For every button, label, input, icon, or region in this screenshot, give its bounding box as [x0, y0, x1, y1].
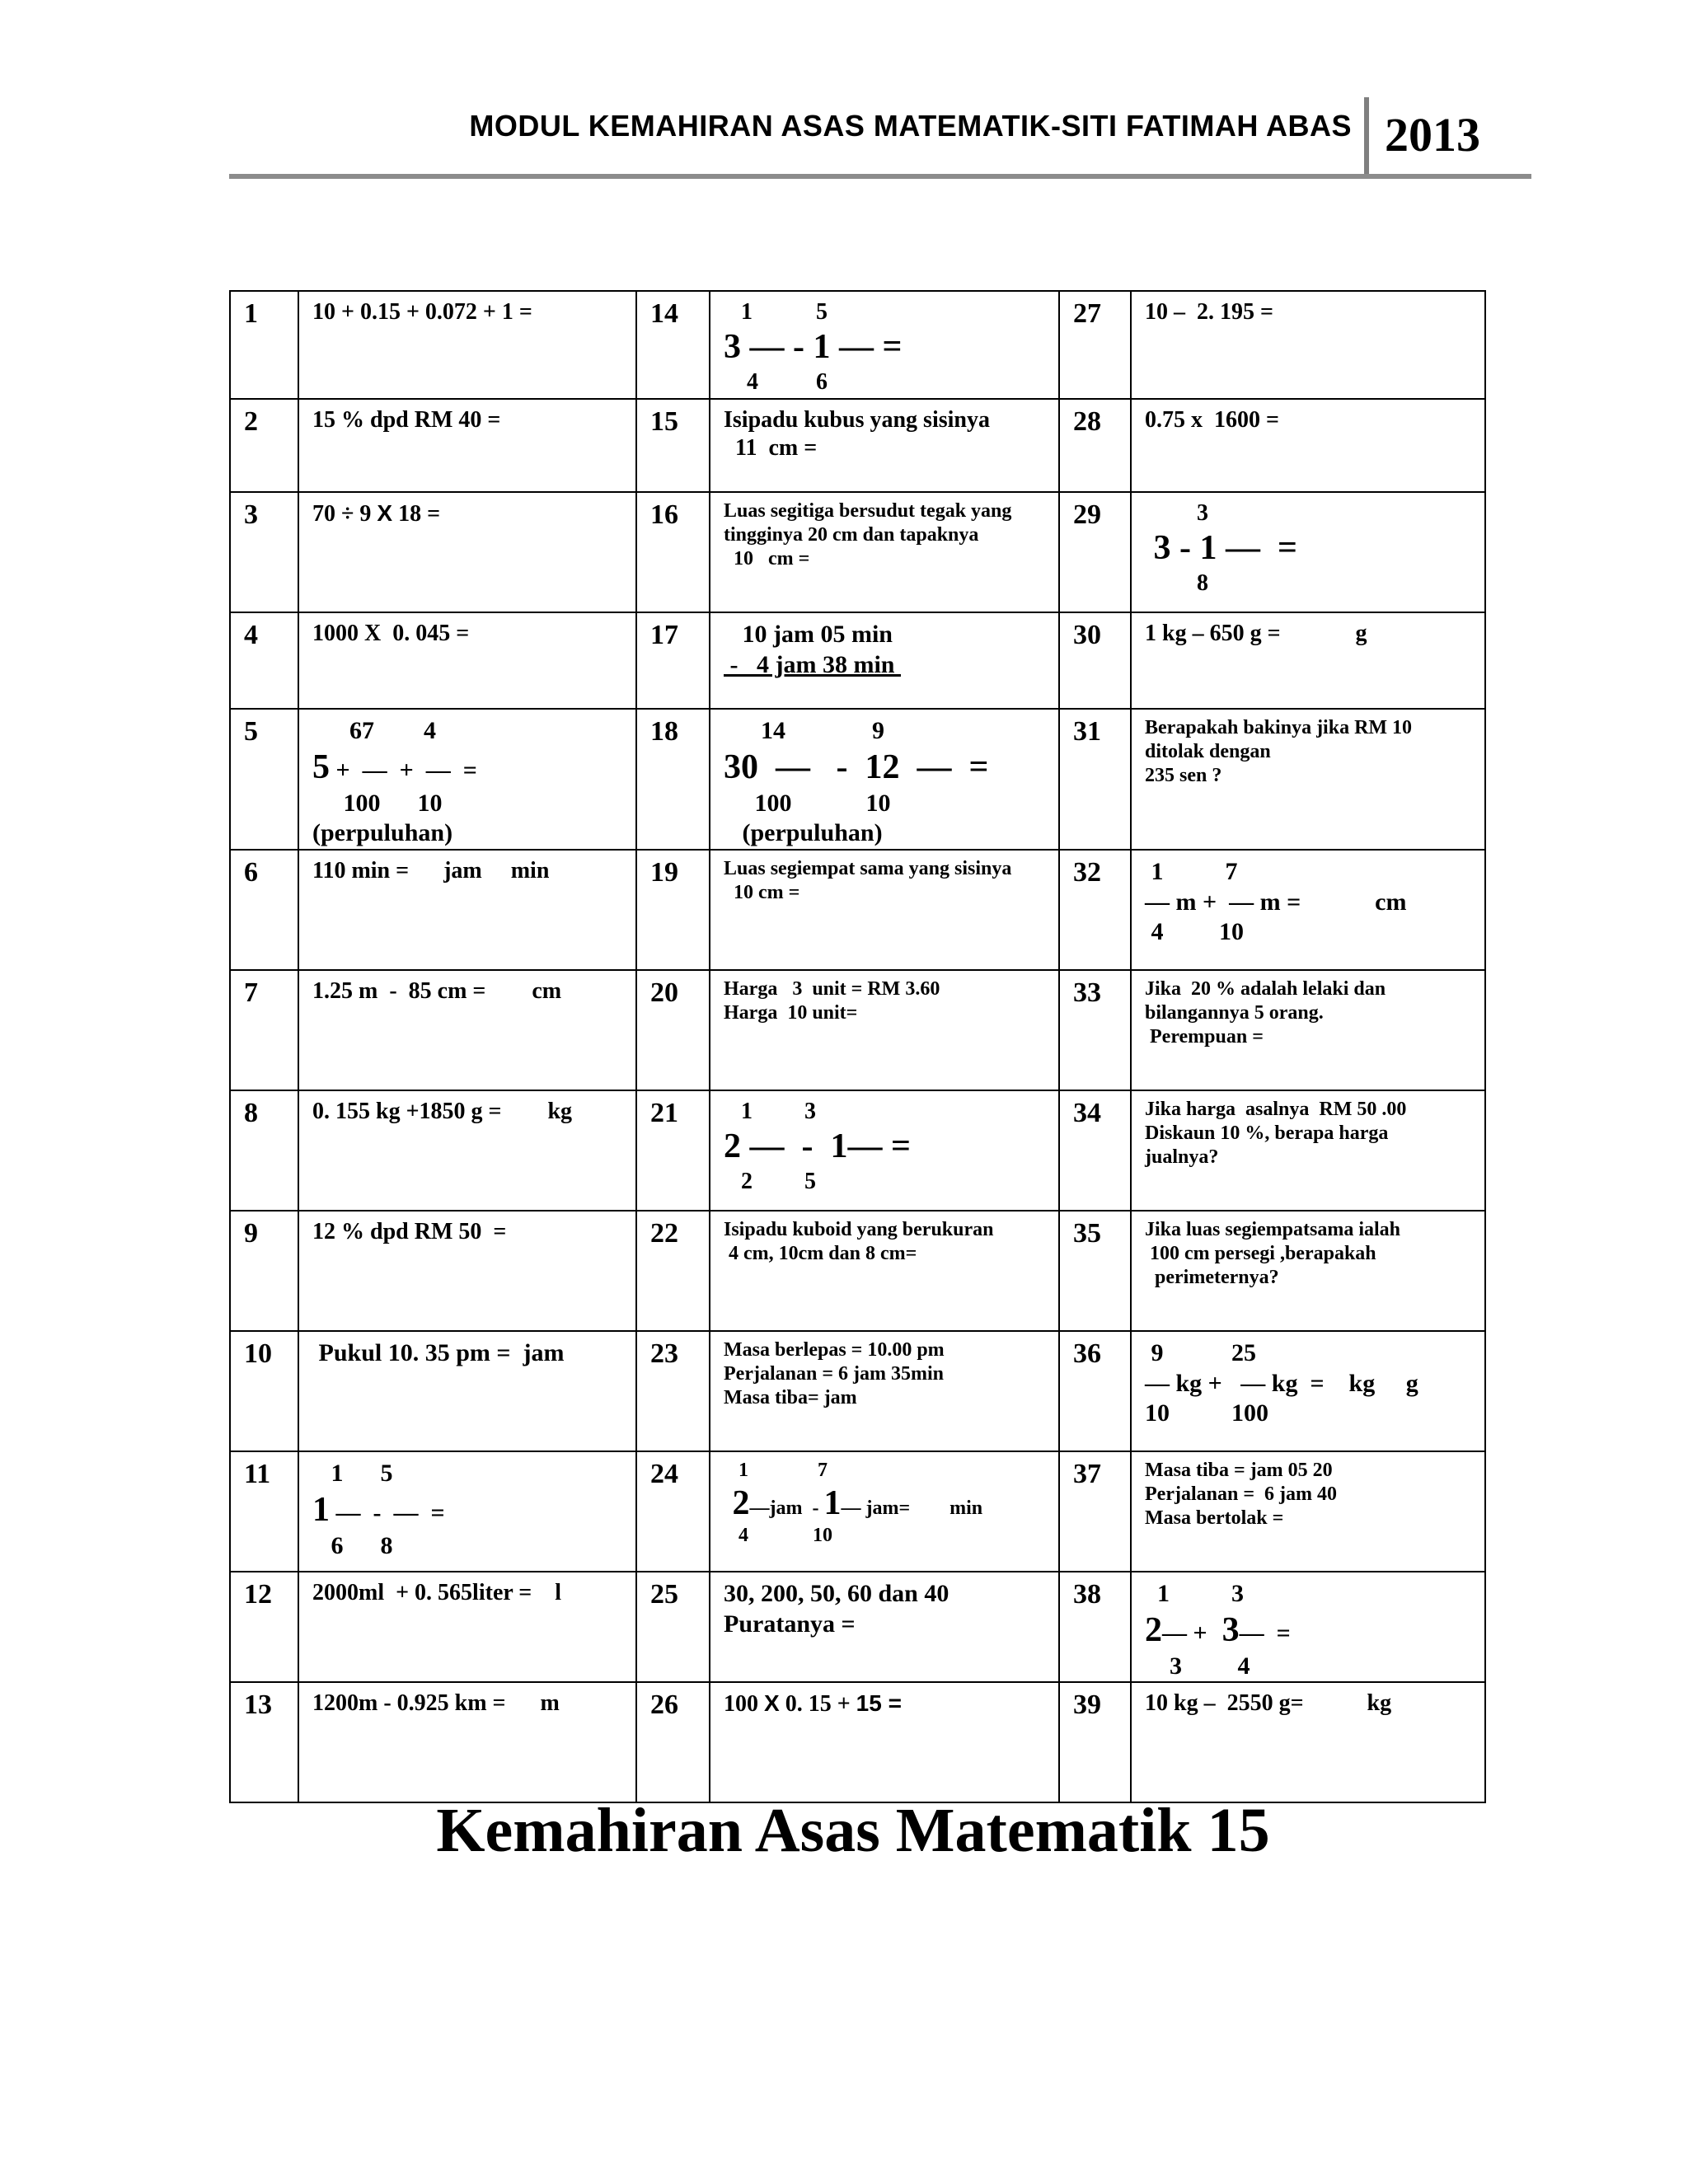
question-number: 15	[636, 399, 710, 492]
question-text	[298, 1451, 636, 1572]
question-number: 36	[1059, 1331, 1131, 1451]
question-part: 18 =	[392, 501, 441, 527]
question-number: 39	[1059, 1682, 1131, 1802]
question-text	[710, 612, 1059, 709]
question-line: Perempuan =	[1145, 1025, 1264, 1047]
question-number: 25	[636, 1572, 710, 1682]
question-number: 6	[230, 850, 298, 970]
question-line: 12 % dpd RM 50 =	[312, 1219, 507, 1245]
fraction-operators: — jam= min	[841, 1497, 983, 1519]
fraction-operators: — - — =	[330, 1498, 445, 1526]
question-number: 13	[230, 1682, 298, 1802]
question-number: 1	[230, 291, 298, 399]
question-number: 14	[636, 291, 710, 399]
question-text	[1131, 1331, 1485, 1451]
question-text	[298, 1211, 636, 1331]
question-text	[1131, 399, 1485, 492]
fraction-numerators: 1 7	[1145, 858, 1238, 886]
question-text	[298, 970, 636, 1090]
question-number: 29	[1059, 492, 1131, 612]
question-number: 31	[1059, 709, 1131, 850]
question-number: 7	[230, 970, 298, 1090]
whole-number: 5	[312, 748, 330, 786]
table-row	[230, 492, 1485, 612]
question-line: perimeternya?	[1145, 1266, 1279, 1288]
question-line: Isipadu kubus yang sisinya	[724, 407, 990, 433]
question-text	[298, 709, 636, 850]
question-text	[710, 1211, 1059, 1331]
question-line: 1200m - 0.925 km = m	[312, 1690, 560, 1717]
question-number: 5	[230, 709, 298, 850]
fraction-denominators: 4 10	[724, 1525, 832, 1547]
question-line: Masa berlepas = 10.00 pm	[724, 1339, 945, 1361]
fraction-expression	[312, 747, 627, 789]
question-number: 28	[1059, 399, 1131, 492]
fraction-denominators: 8	[1145, 570, 1208, 597]
fraction-expression: — m + — m = cm	[1145, 888, 1407, 916]
question-part: 70 ÷ 9	[312, 501, 377, 527]
question-text	[710, 1682, 1059, 1802]
fraction-numerators: 1 5	[312, 1460, 393, 1488]
question-line: 0. 155 kg +1850 g = kg	[312, 1099, 573, 1125]
header-rule	[229, 174, 1531, 179]
fraction-denominators: 100 10	[312, 789, 443, 817]
fraction-operators: — +	[1162, 1619, 1214, 1647]
question-line: 1 kg – 650 g = g	[1145, 621, 1367, 646]
question-note: (perpuluhan)	[724, 819, 883, 847]
question-line: Jika harga asalnya RM 50 .00	[1145, 1099, 1407, 1121]
question-line: Berapakah bakinya jika RM 10	[1145, 717, 1413, 738]
question-line: 10 – 2. 195 =	[1145, 299, 1273, 325]
question-text	[710, 399, 1059, 492]
question-line: Perjalanan = 6 jam 40	[1145, 1483, 1337, 1505]
page-footer-title: Kemahiran Asas Matematik 15	[436, 1796, 1270, 1865]
question-part: 15 =	[856, 1690, 902, 1717]
question-line: Puratanya =	[724, 1610, 856, 1638]
table-row	[230, 1572, 1485, 1682]
question-line: 0.75 x 1600 =	[1145, 407, 1279, 433]
table-row	[230, 1451, 1485, 1572]
table-row	[230, 1682, 1485, 1802]
question-text	[1131, 1682, 1485, 1802]
question-text	[298, 492, 636, 612]
fraction-numerators: 1 5	[724, 299, 828, 325]
question-text	[298, 850, 636, 970]
whole-number: 3	[1213, 1610, 1240, 1649]
question-part: 0. 15 +	[779, 1691, 856, 1718]
question-line: jualnya?	[1145, 1146, 1219, 1168]
question-number: 21	[636, 1090, 710, 1211]
question-text	[710, 291, 1059, 399]
question-number: 35	[1059, 1211, 1131, 1331]
fraction-expression	[724, 1483, 1050, 1524]
question-number: 11	[230, 1451, 298, 1572]
question-number: 19	[636, 850, 710, 970]
header-divider	[1364, 97, 1369, 176]
question-line: Perjalanan = 6 jam 35min	[724, 1362, 944, 1385]
question-line: 235 sen ?	[1145, 764, 1222, 786]
fraction-denominators: 3 4	[1145, 1652, 1250, 1680]
question-text	[1131, 291, 1485, 399]
question-line: Isipadu kuboid yang berukuran	[724, 1219, 994, 1241]
question-line: 10 jam 05 min	[724, 621, 893, 648]
question-line: Jika 20 % adalah lelaki dan	[1145, 978, 1386, 1001]
question-number: 30	[1059, 612, 1131, 709]
fraction-operators: — =	[1239, 1619, 1291, 1647]
question-text	[298, 1682, 636, 1802]
question-line: 4 cm, 10cm dan 8 cm=	[724, 1242, 917, 1264]
question-number: 10	[230, 1331, 298, 1451]
question-text	[710, 709, 1059, 850]
multiply-sign: X	[377, 500, 393, 526]
question-line: 1.25 m - 85 cm = cm	[312, 978, 562, 1005]
question-line: ditolak dengan	[1145, 740, 1271, 762]
fraction-expression	[312, 1489, 627, 1531]
table-row	[230, 291, 1485, 399]
fraction-denominators: 6 8	[312, 1531, 393, 1559]
question-text	[298, 612, 636, 709]
question-number: 24	[636, 1451, 710, 1572]
table-row	[230, 1211, 1485, 1331]
question-number: 37	[1059, 1451, 1131, 1572]
question-number: 17	[636, 612, 710, 709]
question-number: 32	[1059, 850, 1131, 970]
question-line: 10 + 0.15 + 0.072 + 1 =	[312, 299, 532, 325]
question-part: 100	[724, 1691, 764, 1718]
question-number: 33	[1059, 970, 1131, 1090]
fraction-numerators: 1 3	[724, 1099, 816, 1125]
question-text	[1131, 1090, 1485, 1211]
header-year: 2013	[1385, 108, 1480, 162]
question-line: 2000ml + 0. 565liter = l	[312, 1580, 562, 1606]
question-line: Jika luas segiempatsama ialah	[1145, 1219, 1401, 1241]
fraction-denominators: 4 6	[724, 369, 828, 396]
question-text	[298, 399, 636, 492]
fraction-expression: 3 — - 1 — =	[724, 328, 903, 367]
fraction-expression: — kg + — kg = kg g	[1145, 1369, 1418, 1397]
question-grid	[229, 290, 1486, 1803]
question-line: Harga 3 unit = RM 3.60	[724, 978, 940, 1001]
question-text	[298, 1090, 636, 1211]
module-header-title: MODUL KEMAHIRAN ASAS MATEMATIK-SITI FATIMAH ABAS	[469, 109, 1352, 143]
question-text	[710, 970, 1059, 1090]
question-text	[1131, 612, 1485, 709]
fraction-expression: 3 - 1 — =	[1145, 529, 1297, 568]
question-number: 2	[230, 399, 298, 492]
fraction-denominators: 10 100	[1145, 1399, 1268, 1427]
question-text	[710, 492, 1059, 612]
question-line: 100 cm persegi ,berapakah	[1145, 1242, 1376, 1264]
question-line: Luas segiempat sama yang sisinya	[724, 858, 1012, 880]
question-number: 34	[1059, 1090, 1131, 1211]
fraction-denominators: 100 10	[724, 789, 891, 817]
whole-number: 2	[1145, 1610, 1162, 1649]
question-text	[1131, 1572, 1485, 1682]
question-line: 10 cm =	[724, 547, 810, 569]
question-number: 4	[230, 612, 298, 709]
question-line: 11 cm =	[724, 435, 818, 462]
question-text	[1131, 1451, 1485, 1572]
question-line: Diskaun 10 %, berapa harga	[1145, 1122, 1389, 1144]
whole-number: 2	[724, 1483, 750, 1522]
question-line: 110 min = jam min	[312, 858, 550, 884]
fraction-numerators: 3	[1145, 500, 1208, 526]
fraction-numerators: 1 7	[724, 1460, 828, 1482]
question-line: Masa tiba= jam	[724, 1386, 857, 1408]
question-number: 8	[230, 1090, 298, 1211]
table-row	[230, 850, 1485, 970]
question-number: 20	[636, 970, 710, 1090]
question-text	[1131, 1211, 1485, 1331]
question-text	[1131, 850, 1485, 970]
question-text	[710, 1090, 1059, 1211]
question-text	[710, 1572, 1059, 1682]
question-text	[1131, 709, 1485, 850]
question-number: 38	[1059, 1572, 1131, 1682]
question-text	[710, 1451, 1059, 1572]
question-line: Masa bertolak =	[1145, 1507, 1284, 1529]
question-number: 23	[636, 1331, 710, 1451]
question-number: 9	[230, 1211, 298, 1331]
question-line: Harga 10 unit=	[724, 1001, 858, 1024]
table-row	[230, 612, 1485, 709]
question-number: 26	[636, 1682, 710, 1802]
question-line: 15 % dpd RM 40 =	[312, 407, 501, 433]
fraction-expression: 2 — - 1— =	[724, 1127, 911, 1166]
fraction-expression	[1145, 1610, 1476, 1652]
question-line: 10 cm =	[724, 881, 800, 903]
table-row	[230, 1331, 1485, 1451]
question-line: Luas segitiga bersudut tegak yang	[724, 500, 1012, 522]
question-line: 30, 200, 50, 60 dan 40	[724, 1580, 950, 1608]
fraction-numerators: 1 3	[1145, 1580, 1244, 1608]
fraction-expression: 30 — - 12 — =	[724, 748, 989, 786]
question-line	[724, 1690, 1050, 1718]
question-text	[1131, 970, 1485, 1090]
table-row	[230, 1090, 1485, 1211]
fraction-numerators: 14 9	[724, 717, 884, 744]
fraction-numerators: 67 4	[312, 717, 436, 744]
fraction-operators: —jam -	[749, 1497, 824, 1519]
question-text	[298, 1572, 636, 1682]
question-text	[298, 291, 636, 399]
question-line: Masa tiba = jam 05 20	[1145, 1460, 1333, 1482]
fraction-numerators: 9 25	[1145, 1339, 1256, 1367]
table-row	[230, 970, 1485, 1090]
question-note: (perpuluhan)	[312, 819, 453, 847]
table-row	[230, 399, 1485, 492]
multiply-sign: X	[764, 1690, 780, 1717]
question-number: 3	[230, 492, 298, 612]
question-number: 12	[230, 1572, 298, 1682]
fraction-operators: + — + — =	[330, 756, 477, 784]
fraction-denominators: 4 10	[1145, 918, 1244, 946]
question-text	[710, 1331, 1059, 1451]
question-line: 1000 X 0. 045 =	[312, 621, 470, 646]
question-line	[312, 499, 627, 528]
question-text	[298, 1331, 636, 1451]
question-line: bilangannya 5 orang.	[1145, 1001, 1324, 1024]
question-number: 22	[636, 1211, 710, 1331]
question-line: Pukul 10. 35 pm = jam	[312, 1339, 565, 1367]
question-number: 27	[1059, 291, 1131, 399]
question-line: tingginya 20 cm dan tapaknya	[724, 523, 979, 546]
whole-number: 1	[312, 1490, 330, 1529]
question-line: 10 kg – 2550 g= kg	[1145, 1690, 1392, 1717]
whole-number: 1	[823, 1483, 842, 1522]
question-text	[1131, 492, 1485, 612]
question-text	[710, 850, 1059, 970]
fraction-denominators: 2 5	[724, 1169, 816, 1195]
question-number: 18	[636, 709, 710, 850]
question-line: - 4 jam 38 min	[724, 650, 901, 678]
question-number: 16	[636, 492, 710, 612]
table-row	[230, 709, 1485, 850]
